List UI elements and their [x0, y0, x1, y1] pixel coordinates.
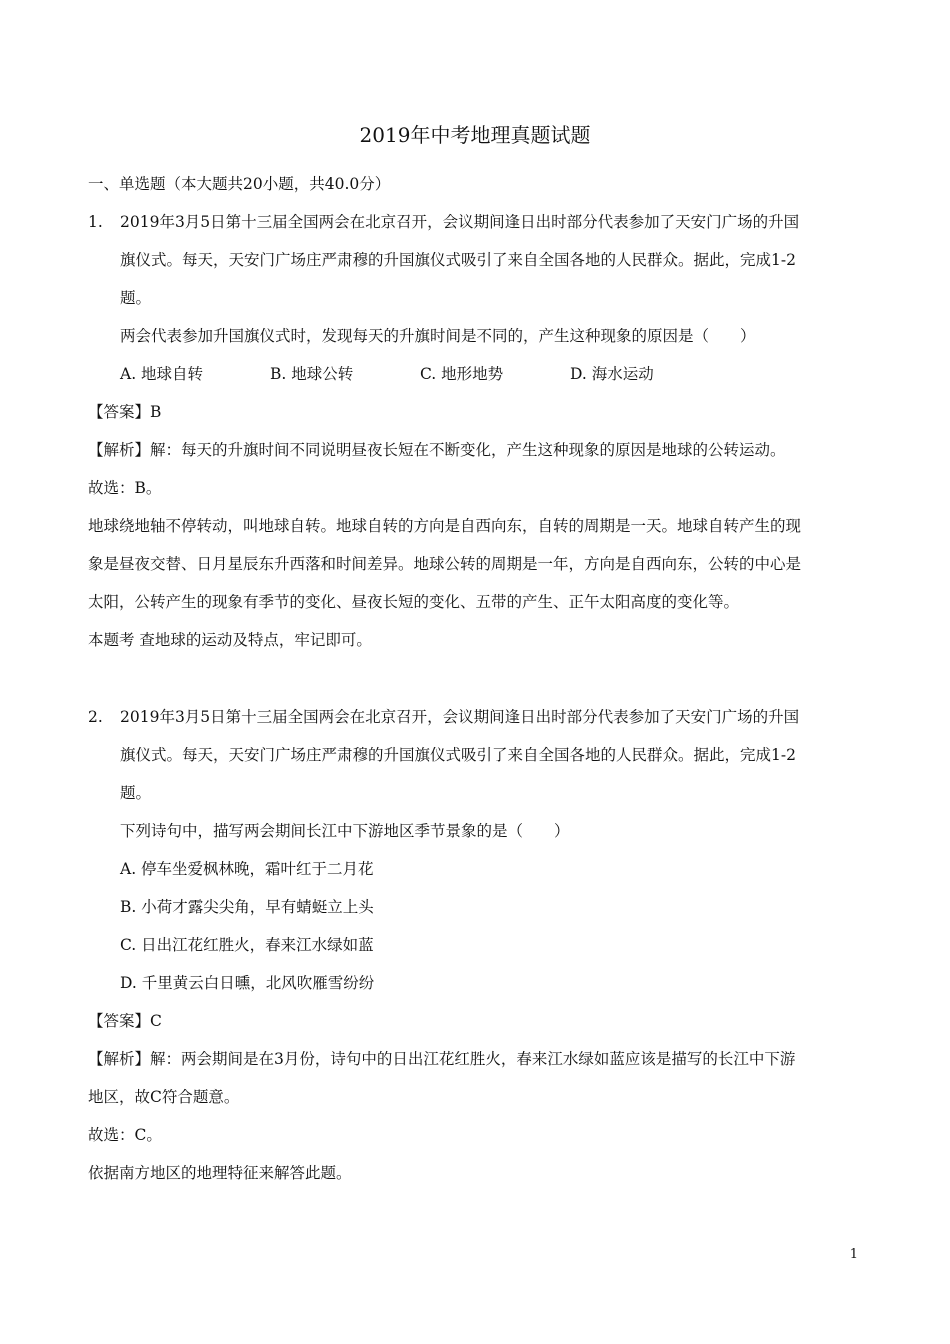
option-a: A. 地球自转 [120, 365, 204, 383]
section-header: 一、单选题（本大题共20小题，共40.0分） [88, 175, 391, 193]
question-1-stem-line: 2019年3月5日第十三届全国两会在北京召开，会议期间逢日出时部分代表参加了天安门广场的升国 [120, 213, 800, 231]
question-2-number: 2. [88, 708, 103, 726]
question-2-analysis-line: 【解析】解：两会期间是在3月份，诗句中的日出江花红胜火，春来江水绿如蓝应该是描写的长江中下游 [88, 1050, 796, 1068]
question-2-option-b: B. 小荷才露尖尖角，早有蜻蜓立上头 [120, 898, 374, 916]
question-1-explanation-line: 本题考 查地球的运动及特点，牢记即可。 [88, 631, 372, 649]
question-2-explanation-line: 依据南方地区的地理特征来解答此题。 [88, 1164, 352, 1182]
question-2-stem-line: 题。 [120, 784, 152, 802]
question-1-answer: 【答案】B [88, 403, 162, 421]
question-2-answer: 【答案】C [88, 1012, 162, 1030]
question-1-options [120, 362, 720, 386]
question-1-analysis: 【解析】解：每天的升旗时间不同说明昼夜长短在不断变化，产生这种现象的原因是地球的公转运动。 [88, 441, 786, 459]
option-c: C. 地形地势 [420, 365, 504, 383]
page-title: 2019年中考地理真题试题 [359, 123, 591, 147]
question-2-stem-line: 2019年3月5日第十三届全国两会在北京召开，会议期间逢日出时部分代表参加了天安门广场的升国 [120, 708, 800, 726]
question-1-explanation-line: 象是昼夜交替、日月星辰东升西落和时间差异。地球公转的周期是一年，方向是自西向东，公转的中心是 [88, 555, 802, 573]
question-1-explanation-line: 太阳，公转产生的现象有季节的变化、昼夜长短的变化、五带的产生、正午太阳高度的变化等。 [88, 593, 740, 611]
question-1-stem-line: 题。 [120, 289, 152, 307]
question-2-prompt: 下列诗句中，描写两会期间长江中下游地区季节景象的是（ ） [120, 822, 570, 840]
question-2-option-d: D. 千里黄云白日曛，北风吹雁雪纷纷 [120, 974, 375, 992]
question-2-option-a: A. 停车坐爱枫林晚，霜叶红于二月花 [120, 860, 374, 878]
question-1-explanation-line: 地球绕地轴不停转动，叫地球自转。地球自转的方向是自西向东，自转的周期是一天。地球自转产生的现 [88, 517, 802, 535]
question-1-number: 1. [88, 213, 103, 231]
question-1-choice: 故选：B。 [88, 479, 162, 497]
question-2-choice: 故选：C。 [88, 1126, 162, 1144]
option-b: B. 地球公转 [270, 365, 354, 383]
page-number: 1 [849, 1247, 858, 1262]
question-1-prompt: 两会代表参加升国旗仪式时，发现每天的升旗时间是不同的，产生这种现象的原因是（ ） [120, 327, 756, 345]
question-2-stem-line: 旗仪式。每天，天安门广场庄严肃穆的升国旗仪式吸引了来自全国各地的人民群众。据此，完成1-2 [120, 746, 796, 764]
question-2-analysis-line: 地区，故C符合题意。 [88, 1088, 240, 1106]
question-1-stem-line: 旗仪式。每天，天安门广场庄严肃穆的升国旗仪式吸引了来自全国各地的人民群众。据此，完成1-2 [120, 251, 796, 269]
option-d: D. 海水运动 [570, 365, 654, 383]
question-2-option-c: C. 日出江花红胜火，春来江水绿如蓝 [120, 936, 374, 954]
